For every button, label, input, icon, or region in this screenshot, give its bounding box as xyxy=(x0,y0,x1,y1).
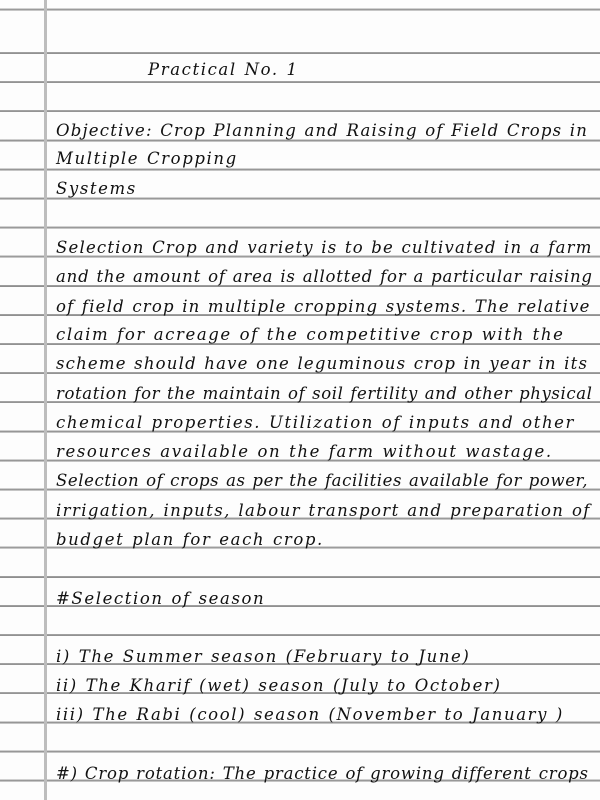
paragraph-line-9: Selection of crops as per the facilities available for power, xyxy=(56,471,589,490)
paragraph-line-11: budget plan for each crop. xyxy=(56,530,324,549)
objective-line-1: Objective: Crop Planning and Raising of Field Crops in xyxy=(56,121,589,140)
margin-line xyxy=(44,0,47,800)
paragraph-line-6: rotation for the maintain of soil fertility and other physical xyxy=(56,384,593,403)
objective-line-3: Systems xyxy=(56,179,137,198)
paragraph-line-4: claim for acreage of the competitive crop with the xyxy=(56,325,565,344)
paragraph-line-2: and the amount of area is allotted for a particular raising xyxy=(56,267,593,286)
paragraph-line-3: of field crop in multiple cropping systems. The relative xyxy=(56,297,591,316)
season-heading: #Selection of season xyxy=(56,589,266,608)
season-item-rabi: iii) The Rabi (cool) season (November to January ) xyxy=(56,705,564,724)
paragraph-line-7: chemical properties. Utilization of inputs and other xyxy=(56,413,576,432)
paragraph-line-8: resources available on the farm without wastage. xyxy=(56,442,553,461)
page-title: Practical No. 1 xyxy=(148,60,299,79)
objective-line-2: Multiple Cropping xyxy=(56,149,238,168)
season-item-summer: i) The Summer season (February to June) xyxy=(56,647,471,666)
paragraph-line-10: irrigation, inputs, labour transport and preparation of xyxy=(56,501,591,520)
paragraph-line-5: scheme should have one leguminous crop in year in its xyxy=(56,354,589,373)
paragraph-line-1: Selection Crop and variety is to be cultivated in a farm xyxy=(56,238,593,257)
season-item-kharif: ii) The Kharif (wet) season (July to October) xyxy=(56,676,502,695)
crop-rotation-line: #) Crop rotation: The practice of growing different crops xyxy=(56,764,589,783)
